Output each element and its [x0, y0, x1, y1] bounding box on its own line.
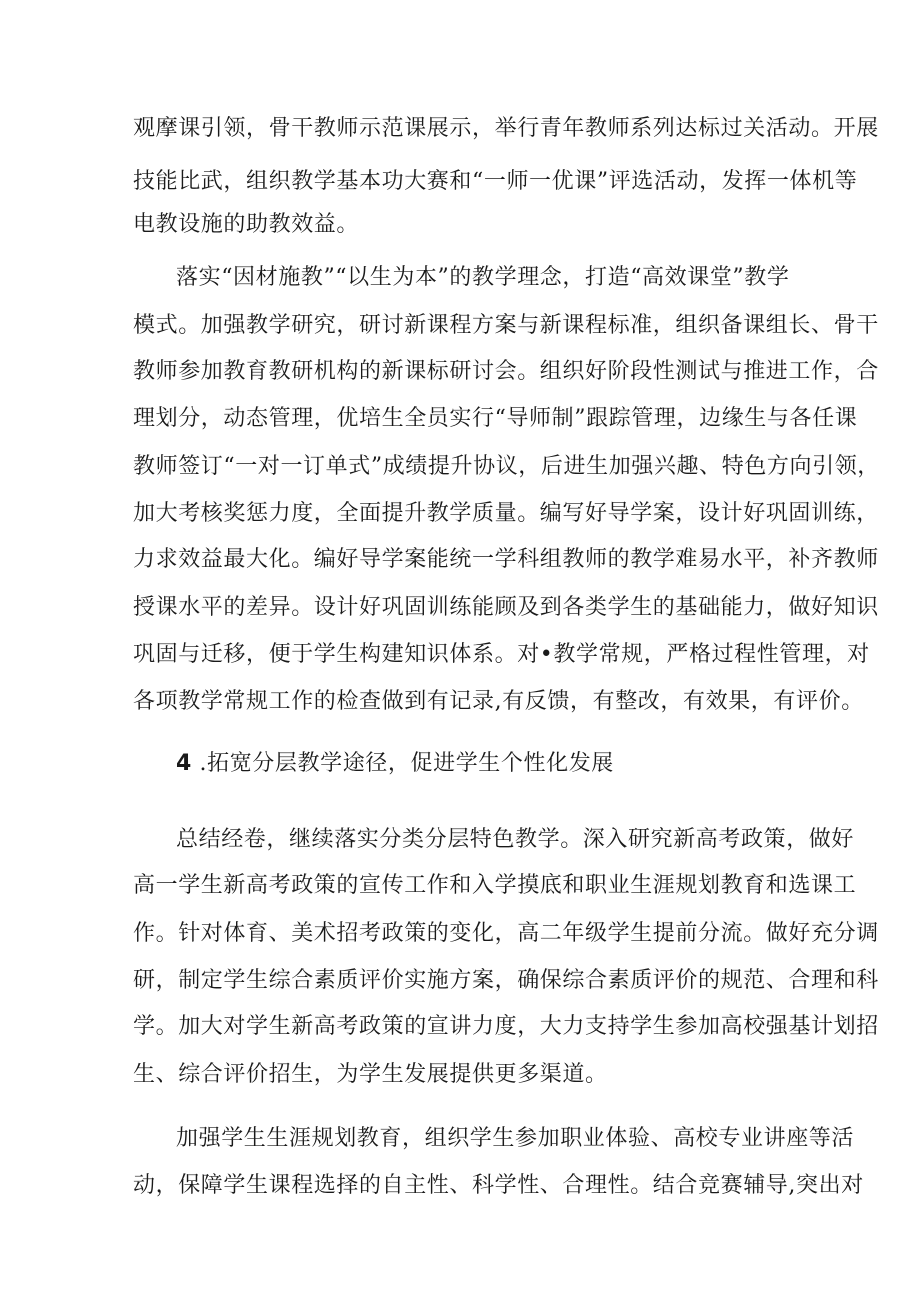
paragraph-4-line-2: 动，保障学生课程选择的自主性、科学性、合理性。结合竞赛辅导,突出对	[133, 1173, 864, 1198]
paragraph-4-line-1: 加强学生生涯规划教育，组织学生参加职业体验、高校专业讲座等活	[176, 1126, 855, 1151]
paragraph-2-line-2: 模式。加强教学研究，研讨新课程方案与新课程标准，组织备课组长、骨干	[133, 313, 879, 338]
paragraph-3-line-3: 作。针对体育、美术招考政策的变化，高二年级学生提前分流。做好充分调	[133, 921, 879, 946]
paragraph-3-line-2: 高一学生新高考政策的宣传工作和入学摸底和职业生涯规划教育和选课工	[133, 873, 857, 898]
section-heading-number: 4	[176, 751, 192, 776]
paragraph-1-line-3: 电教设施的助教效益。	[133, 212, 360, 237]
paragraph-1-line-1: 观摩课引领，骨干教师示范课展示，举行青年教师系列达标过关活动。开展	[133, 116, 879, 141]
paragraph-2-line-5: 教师签订“一对一订单式”成绩提升协议，后进生加强兴趣、特色方向引领，	[133, 454, 880, 479]
paragraph-2-line-10: 各项教学常规工作的检查做到有记录,有反馈，有整改，有效果，有评价。	[133, 689, 864, 714]
paragraph-3-line-6: 生、综合评价招生，为学生发展提供更多渠道。	[133, 1062, 608, 1087]
paragraph-2-line-9: 巩固与迁移，便于学生构建知识体系。对•教学常规，严格过程性管理，对	[133, 642, 870, 667]
section-heading	[176, 749, 614, 779]
paragraph-2-line-4: 理划分，动态管理，优培生全员实行“导师制”跟踪管理，边缘生与各任课	[133, 406, 858, 431]
paragraph-1-line-2: 技能比武，组织教学基本功大赛和“一师一优课”评选活动，发挥一体机等	[133, 169, 858, 194]
paragraph-2-line-8: 授课水平的差异。设计好巩固训练能顾及到各类学生的基础能力，做好知识	[133, 595, 879, 620]
paragraph-3-line-4: 研，制定学生综合素质评价实施方案，确保综合素质评价的规范、合理和科	[133, 968, 879, 993]
paragraph-2-line-1: 落实“因材施教”“以生为本”的教学理念，打造“高效课堂”教学	[176, 265, 790, 290]
paragraph-2-line-7: 力求效益最大化。编好导学案能统一学科组教师的教学难易水平，补齐教师	[133, 547, 879, 572]
paragraph-3-line-5: 学。加大对学生新高考政策的宣讲力度，大力支持学生参加高校强基计划招	[133, 1014, 879, 1039]
paragraph-2-line-3: 教师参加教育教研机构的新课标研讨会。组织好阶段性测试与推进工作，合	[133, 359, 879, 384]
section-heading-text: .拓宽分层教学途径，促进学生个性化发展	[199, 751, 614, 776]
paragraph-2-line-6: 加大考核奖惩力度，全面提升教学质量。编写好导学案，设计好巩固训练，	[133, 501, 879, 526]
paragraph-3-line-1: 总结经卷，继续落实分类分层特色教学。深入研究新高考政策，做好	[176, 827, 855, 852]
